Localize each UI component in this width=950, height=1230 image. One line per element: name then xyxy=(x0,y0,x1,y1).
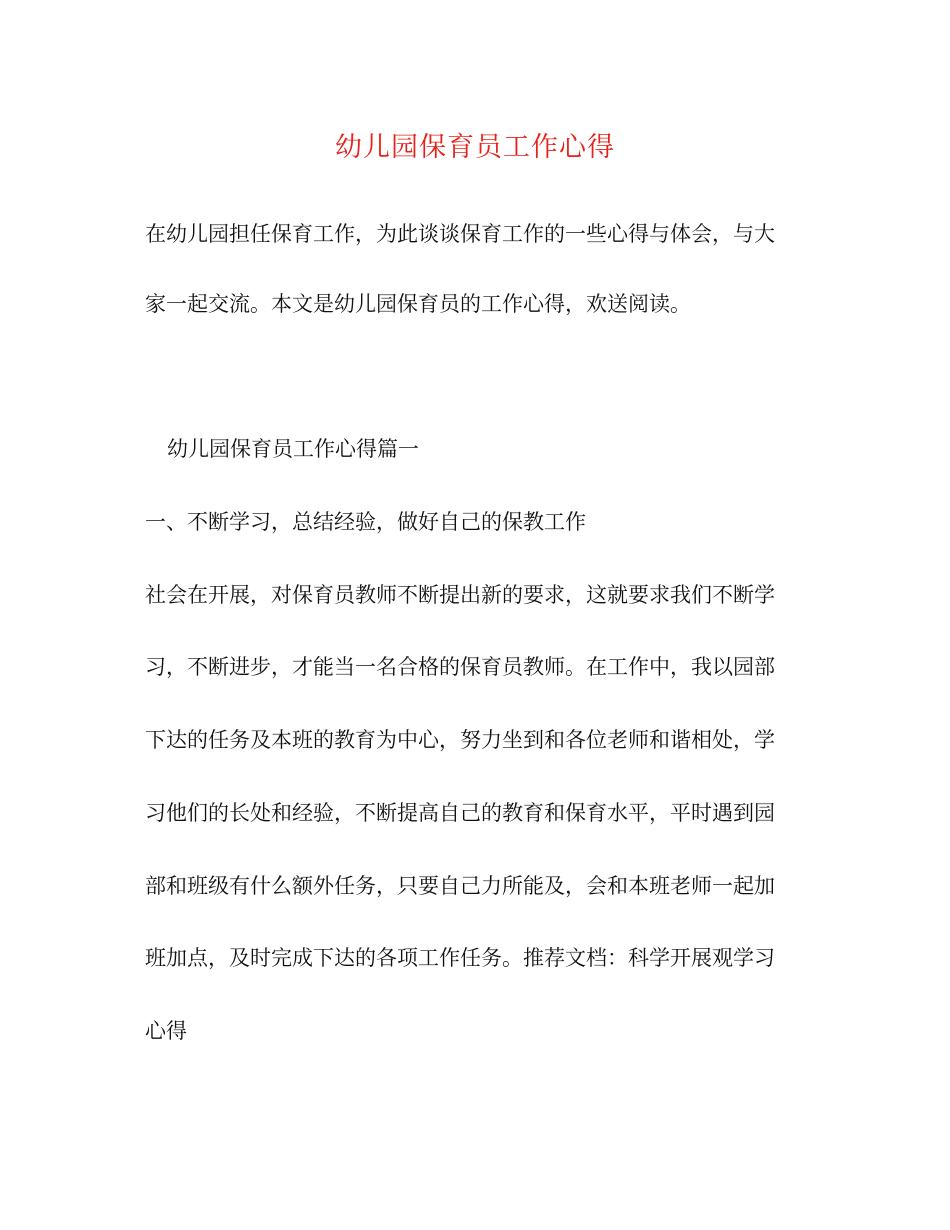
body-line-7: 心得 xyxy=(145,1019,187,1043)
subheading: 一、不断学习，总结经验，做好自己的保教工作 xyxy=(145,510,586,534)
section-heading: 幼儿园保育员工作心得篇一 xyxy=(167,437,419,461)
intro-line-1: 在幼儿园担任保育工作，为此谈谈保育工作的一些心得与体会，与大 xyxy=(145,222,775,246)
body-line-3: 下达的任务及本班的教育为中心，努力坐到和各位老师和谐相处，学 xyxy=(145,728,775,752)
document-title: 幼儿园保育员工作心得 xyxy=(335,132,615,163)
body-line-4: 习他们的长处和经验，不断提高自己的教育和保育水平，平时遇到园 xyxy=(145,801,775,825)
body-line-2: 习，不断进步，才能当一名合格的保育员教师。在工作中，我以园部 xyxy=(145,655,775,679)
body-line-5: 部和班级有什么额外任务，只要自己力所能及，会和本班老师一起加 xyxy=(145,874,775,898)
intro-line-2: 家一起交流。本文是幼儿园保育员的工作心得，欢送阅读。 xyxy=(145,292,691,316)
body-line-6: 班加点，及时完成下达的各项工作任务。推荐文档：科学开展观学习 xyxy=(145,946,775,970)
body-line-1: 社会在开展，对保育员教师不断提出新的要求，这就要求我们不断学 xyxy=(145,583,775,607)
